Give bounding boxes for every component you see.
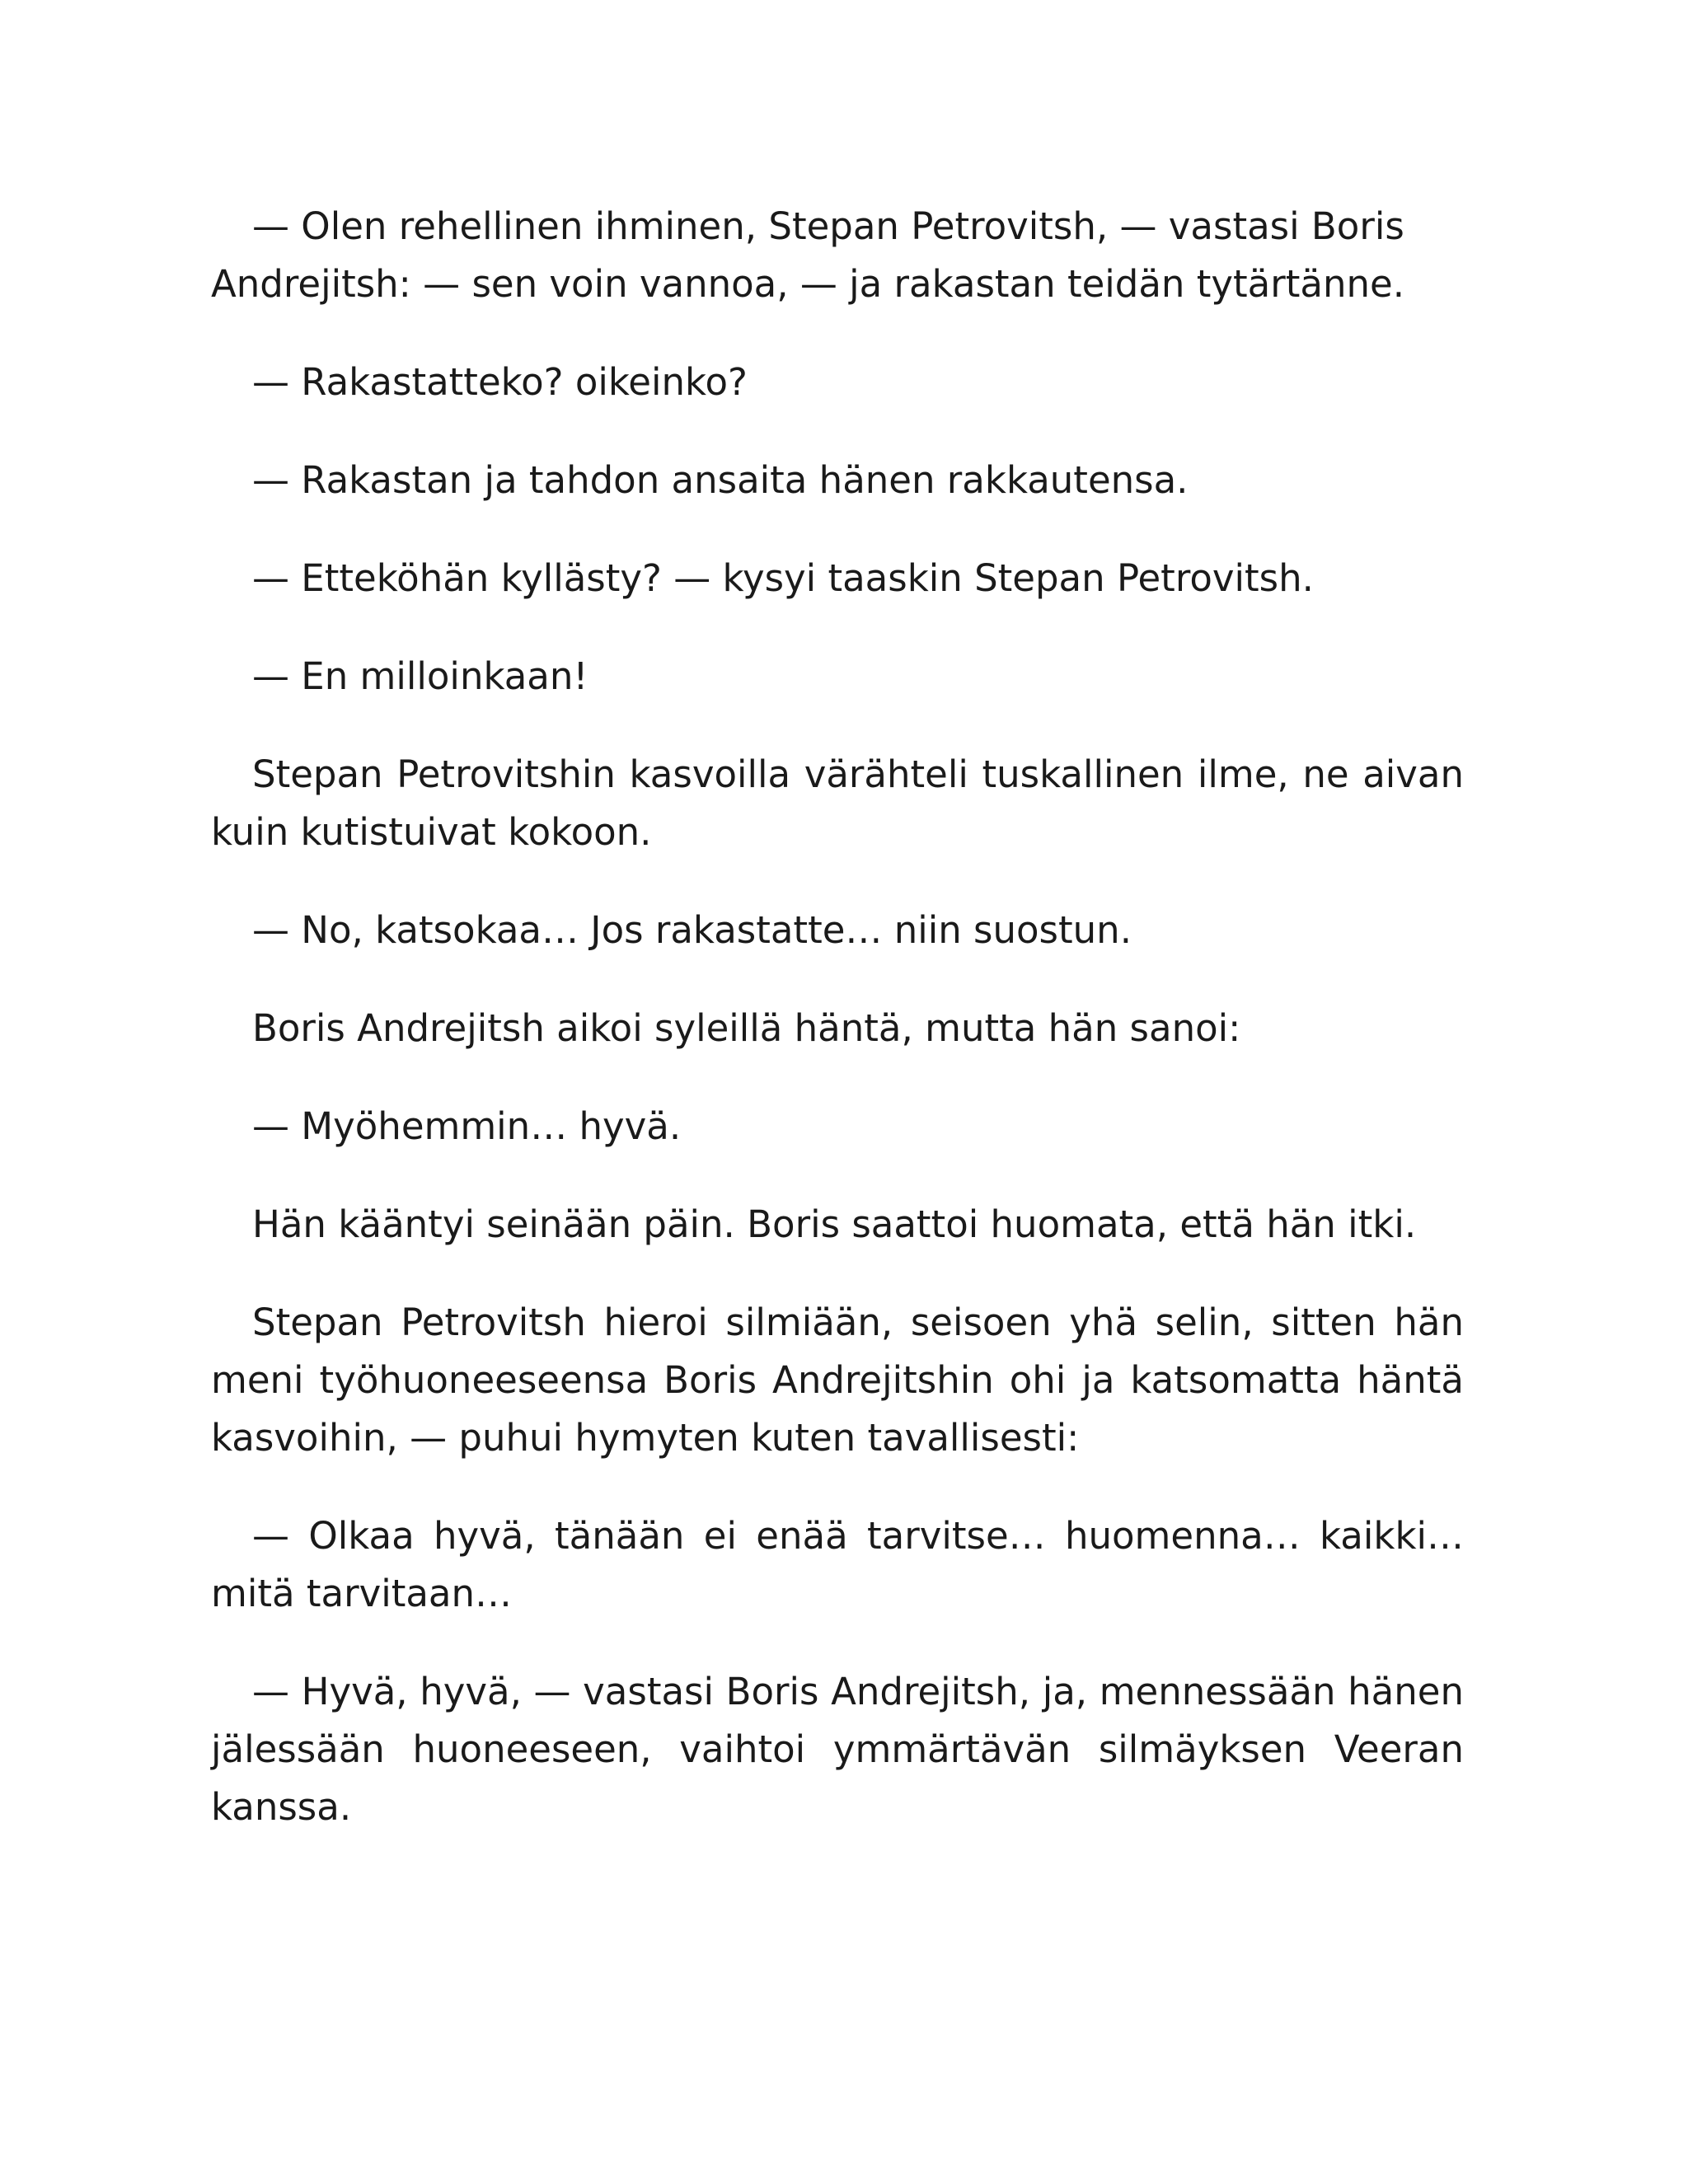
paragraph: — Hyvä, hyvä, — vastasi Boris Andrejitsh, ja, mennessään hänen jälessään huoneeseen, vaihtoi ymmärtävän silmäyksen Veeran kanssa. — [211, 1670, 1464, 1829]
paragraph: Stepan Petrovitshin kasvoilla värähteli tuskallinen ilme, ne aivan kuin kutistuivat kokoon. — [211, 752, 1464, 854]
paragraph: — Etteköhän kyllästy? — kysyi taaskin Stepan Petrovitsh. — [252, 556, 1314, 600]
paragraph: — Rakastatteko? oikeinko? — [252, 360, 748, 404]
paragraph: Stepan Petrovitsh hieroi silmiään, seisoen yhä selin, sitten hän meni työhuoneeseensa Boris Andrejitshin ohi ja katsomatta häntä kasvoihin, — puhui hymyten kuten tavallisesti: — [211, 1301, 1464, 1460]
paragraph: — Olkaa hyvä, tänään ei enää tarvitse… huomenna… kaikki… mitä tarvitaan… — [211, 1514, 1464, 1615]
paragraph: — Rakastan ja tahdon ansaita hänen rakkautensa. — [252, 458, 1189, 502]
paragraph: — En milloinkaan! — [252, 654, 588, 698]
paragraph: — No, katsokaa… Jos rakastatte… niin suostun. — [252, 908, 1132, 952]
paragraph: — Olen rehellinen ihminen, Stepan Petrovitsh, — vastasi Boris Andrejitsh: — sen voin vannoa, — ja rakastan teidän tytärtänne. — [211, 204, 1404, 306]
paragraph: Hän kääntyi seinään päin. Boris saattoi huomata, että hän itki. — [252, 1202, 1417, 1246]
paragraph: — Myöhemmin… hyvä. — [252, 1104, 682, 1148]
document-page — [211, 198, 1464, 1877]
paragraph: Boris Andrejitsh aikoi syleillä häntä, mutta hän sanoi: — [252, 1006, 1241, 1050]
